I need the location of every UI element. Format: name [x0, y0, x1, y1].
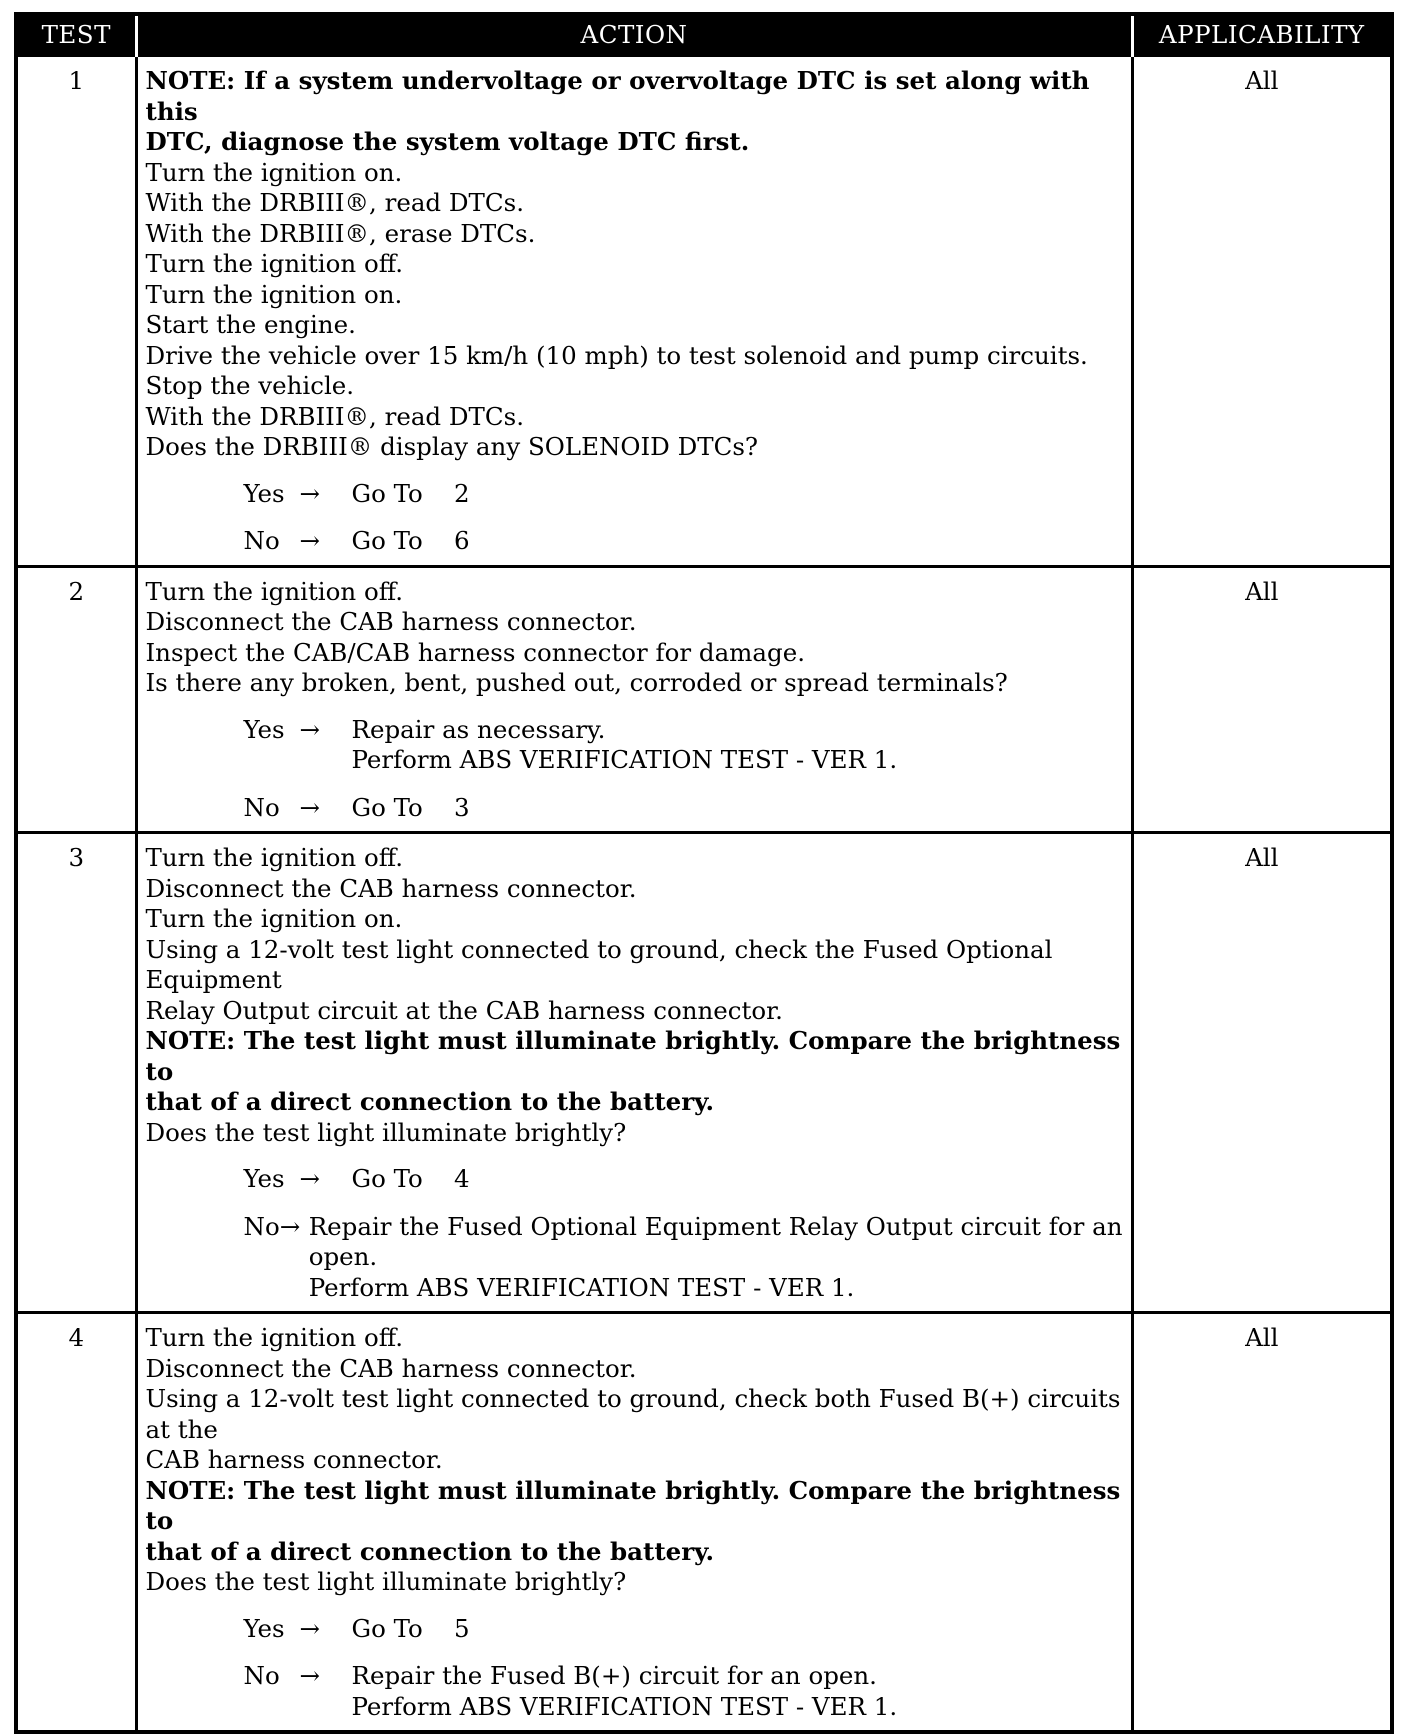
applicability-cell: All: [1132, 566, 1392, 833]
table-body: [16, 56, 1392, 1733]
action-cell: [136, 1313, 1132, 1733]
instruction-line: Turn the ignition off.: [145, 1323, 404, 1352]
header-applicability: APPLICABILITY: [1132, 14, 1392, 56]
result-line: Go To 6: [351, 526, 470, 555]
answer-result: [309, 1212, 1123, 1304]
note-line: NOTE: If a system undervoltage or overvoltage DTC is set along with this: [145, 66, 1090, 126]
header-action: ACTION: [136, 14, 1132, 56]
arrow-right-icon: →: [299, 526, 321, 555]
instruction-line: Disconnect the CAB harness connector.: [145, 607, 637, 636]
note-line: NOTE: The test light must illuminate brightly. Compare the brightness to: [145, 1026, 1121, 1086]
action-cell: [136, 566, 1132, 833]
arrow-right-icon: →: [299, 478, 321, 508]
instruction-line: Turn the ignition on.: [145, 279, 403, 309]
answer-label: Yes: [243, 714, 285, 744]
applicability-cell: All: [1132, 1313, 1392, 1733]
diagnostic-page: [14, 12, 1390, 1734]
instruction-line: Disconnect the CAB harness connector.: [145, 1353, 637, 1383]
result-line: Perform ABS VERIFICATION TEST - VER 1.: [351, 1691, 898, 1721]
result-line: Repair as necessary.: [351, 714, 606, 744]
arrow-right-icon: →: [299, 1613, 321, 1643]
answer-label: No: [243, 526, 280, 555]
answer-result: [352, 1614, 1123, 1645]
instruction-line: Is there any broken, bent, pushed out, corroded or spread terminals?: [145, 668, 1008, 697]
table-row: [16, 56, 1392, 567]
result-line: Go To 5: [351, 1613, 470, 1643]
instruction-line: Does the test light illuminate brightly?: [145, 1117, 627, 1147]
result-line: Perform ABS VERIFICATION TEST - VER 1.: [351, 745, 898, 774]
answer-label: Yes: [243, 1613, 285, 1643]
result-line: Repair the Fused Optional Equipment Relay Output circuit for an: [308, 1211, 1123, 1241]
result-line: Perform ABS VERIFICATION TEST - VER 1.: [308, 1272, 855, 1302]
instruction-line: CAB harness connector.: [145, 1445, 443, 1474]
arrow-right-icon: →: [279, 1211, 301, 1241]
answer-result: [352, 1164, 1123, 1195]
note-line: DTC, diagnose the system voltage DTC first.: [145, 127, 750, 156]
instruction-line: Stop the vehicle.: [145, 371, 355, 400]
result-line: Go To 4: [351, 1164, 470, 1193]
answer-label: No: [243, 1661, 280, 1690]
answer-result: [352, 715, 1123, 776]
instruction-line: Does the test light illuminate brightly?: [145, 1567, 627, 1596]
note-line: that of a direct connection to the battery.: [145, 1536, 715, 1566]
answer-label: Yes: [243, 1164, 285, 1193]
answer-options: [146, 1614, 1123, 1723]
instruction-line: With the DRBIII®, read DTCs.: [145, 401, 524, 431]
arrow-right-icon: →: [299, 1661, 321, 1690]
arrow-right-icon: →: [299, 792, 321, 822]
answer-option: [244, 1212, 1123, 1304]
header-row: [16, 14, 1392, 56]
instruction-line: Relay Output circuit at the CAB harness connector.: [145, 995, 783, 1025]
instruction-line: Turn the ignition on.: [145, 157, 403, 187]
note-line: NOTE: The test light must illuminate brightly. Compare the brightness to: [145, 1475, 1121, 1535]
result-line: open.: [308, 1242, 378, 1271]
instruction-line: With the DRBIII®, read DTCs.: [145, 188, 524, 217]
table-row: [16, 833, 1392, 1313]
result-line: Go To 2: [351, 478, 470, 508]
test-number: 2: [16, 566, 136, 833]
answer-option: [244, 479, 1123, 510]
answer-option: [244, 526, 1123, 557]
instruction-line: Using a 12-volt test light connected to ground, check the Fused Optional Equipment: [145, 934, 1053, 994]
answer-option: [244, 1164, 1123, 1195]
answer-label: No: [243, 792, 280, 822]
answer-result: [352, 1661, 1123, 1722]
instruction-line: Turn the ignition off.: [145, 843, 404, 872]
action-cell: [136, 56, 1132, 567]
answer-options: [146, 479, 1123, 557]
instruction-line: Drive the vehicle over 15 km/h (10 mph) to test solenoid and pump circuits.: [145, 340, 1088, 370]
test-number: 3: [16, 833, 136, 1313]
instruction-line: Does the DRBIII® display any SOLENOID DTCs?: [145, 432, 759, 461]
test-number: 1: [16, 56, 136, 567]
action-cell: [136, 833, 1132, 1313]
arrow-right-icon: →: [299, 1164, 321, 1193]
arrow-right-icon: →: [299, 714, 321, 744]
answer-options: [146, 1164, 1123, 1303]
answer-result: [352, 526, 1123, 557]
answer-option: [244, 715, 1123, 776]
instruction-line: Turn the ignition off.: [145, 576, 404, 606]
instruction-line: Start the engine.: [145, 310, 356, 339]
applicability-cell: All: [1132, 833, 1392, 1313]
answer-option: [244, 1661, 1123, 1722]
instruction-line: Turn the ignition off.: [145, 249, 404, 278]
answer-label: Yes: [243, 478, 285, 508]
header-test: TEST: [16, 14, 136, 56]
diagnostic-test-table: [14, 12, 1394, 1734]
table-row: [16, 1313, 1392, 1733]
test-number: 4: [16, 1313, 136, 1733]
answer-option: [244, 793, 1123, 824]
answer-label: No: [243, 1211, 280, 1241]
answer-result: [352, 479, 1123, 510]
answer-option: [244, 1614, 1123, 1645]
answer-options: [146, 715, 1123, 824]
result-line: Go To 3: [351, 792, 470, 822]
instruction-line: Inspect the CAB/CAB harness connector for damage.: [145, 637, 805, 667]
applicability-cell: All: [1132, 56, 1392, 567]
note-line: that of a direct connection to the battery.: [145, 1087, 715, 1116]
instruction-line: Disconnect the CAB harness connector.: [145, 873, 637, 903]
answer-result: [352, 793, 1123, 824]
instruction-line: With the DRBIII®, erase DTCs.: [145, 218, 536, 248]
table-row: [16, 566, 1392, 833]
result-line: Repair the Fused B(+) circuit for an open.: [351, 1661, 877, 1690]
instruction-line: Using a 12-volt test light connected to ground, check both Fused B(+) circuits at the: [145, 1384, 1121, 1444]
instruction-line: Turn the ignition on.: [145, 904, 403, 933]
